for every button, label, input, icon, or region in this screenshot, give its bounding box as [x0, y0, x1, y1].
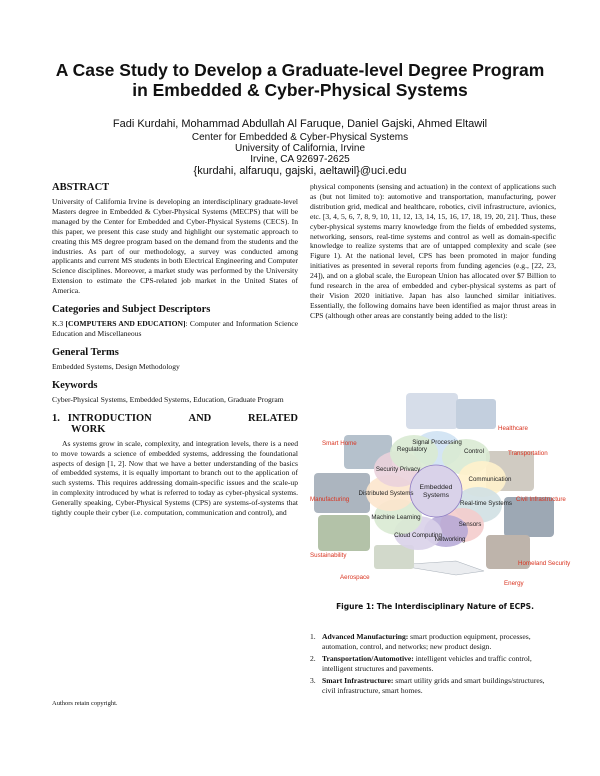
figure-caption: Figure 1: The Interdisciplinary Nature of ECPS. — [336, 602, 534, 611]
section-word-4: WORK — [71, 423, 106, 435]
outer-label: Sustainability — [310, 552, 347, 559]
photo-healthcare — [406, 393, 458, 429]
general-terms-heading: General Terms — [52, 346, 119, 358]
center-label-2: Systems — [422, 492, 450, 499]
categories-heading: Categories and Subject Descriptors — [52, 304, 211, 316]
section-word-3: RELATED — [248, 412, 298, 424]
list-text — [322, 676, 556, 696]
outer-label: Civil Infrastructure — [516, 496, 566, 503]
list-bold: Transportation/Automotive: — [322, 653, 414, 663]
photo-landscape — [374, 545, 414, 569]
section-word-1: INTRODUCTION — [67, 412, 152, 424]
right-body-text: physical components (sensing and actuation) in the context of applications such as (but not limited to): automotive and transportation, manufacturing, power distribution grid, medical and healthcare, robotics, civil infrastructure, avionics, etc. [3, 4, 5, 6, 7, 8, 9, 10, 11, 12, 13, 14, 15, 16, 17, 18, 19, 20, 21]. Thus, these cyber-physical systems marry knowledge from the fields of embedded systems, networking, sensors, real-time systems and control as well as domain-specific knowledge to realize systems that are of untapped complexity and scale (see Figure 1). At the national level, CPS has been promoted in major funding initiatives as presented in several reports from funding agencies (e.g., [22, 23, 24]), and on a global scale, the European Union has allocated over $7 Billion to fund research in the area of embedded and cyber-physical systems as part of their Vision 2020 initiative. Japan has also launched similar initiatives. Essentially, the following domains have been identified as major thrust areas in CPS (although other areas are constantly being added to the list): — [310, 182, 556, 320]
section-word-2: AND — [188, 412, 212, 424]
abstract-heading: ABSTRACT — [52, 182, 110, 193]
categories-code: K.3 — [52, 319, 64, 329]
petal-label: Communication — [468, 476, 512, 483]
copyright-note: Authors retain copyright. — [52, 700, 118, 707]
author-city: Irvine, CA 92697-2625 — [250, 154, 350, 165]
author-emails: {kurdahi, alfaruqu, gajski, aeltawil}@uci.edu — [193, 165, 407, 177]
right-column — [310, 182, 556, 329]
list-text — [322, 654, 556, 674]
author-block — [40, 118, 560, 178]
left-column — [52, 182, 298, 526]
author-affiliation: Center for Embedded & Cyber-Physical Systems — [191, 132, 409, 143]
list-bold: Advanced Manufacturing: — [322, 632, 409, 641]
general-terms-text: Embedded Systems, Design Methodology — [52, 361, 180, 371]
list-text — [322, 632, 556, 652]
categories-desc: : Computer and Information Science Education and Miscellaneous — [52, 319, 298, 338]
abstract-text: University of California Irvine is developing an interdisciplinary graduate-level Masters degree in Embedded & Cyber-Physical Systems (MECPS) that will be managed by the Center for Embedded and Cyber-Physical Systems (CECS). In this paper, we present this case study and highlight our systematic approach to creating this MS degree program based on the demand from the students and the industries. As part of our methodology, a survey was conducted among applicants and current MS students in both Electrical Engineering and Computer Science disciplines. Moreover, a market study was performed by the University Extension to estimate the CPS-related job market in the United States of America. — [52, 197, 298, 296]
categories-bold: [COMPUTERS AND EDUCATION] — [65, 319, 186, 329]
outer-label: Healthcare — [498, 425, 528, 432]
petal-label: Networking — [434, 536, 466, 543]
list-item — [310, 676, 556, 696]
petal-label: Regulatory — [397, 446, 427, 453]
title-line-2: in Embedded & Cyber-Physical Systems — [132, 80, 468, 100]
list-body: smart utility grids and smart buildings/structures, civil infrastructure, smart homes. — [322, 675, 545, 695]
petal-label: Machine Learning — [371, 514, 421, 521]
ecps-figure — [306, 385, 571, 597]
list-bold: Smart Infrastructure: — [322, 675, 394, 685]
keywords-text: Cyber-Physical Systems, Embedded Systems, Education, Graduate Program — [52, 394, 284, 404]
keywords-heading: Keywords — [52, 379, 98, 391]
list-item — [310, 632, 556, 652]
thrust-area-list — [310, 632, 556, 697]
intro-text: As systems grow in scale, complexity, and integration levels, there is a need to move towards a science of embedded systems, addressing the foundational aspects of design [1, 2]. Now that we have a better understanding of the basics of embedded systems, it is equally important to branch out to the application of such systems. This requires addressing domain-specific issues and the scale-up in complexity introduced by what is referred to today as cyber-physical systems. Generally speaking, Cyber-Physical Systems (CPS) are systems-of-systems that tightly couple their cyber (i.e. computation, communication and control), and — [52, 438, 298, 518]
petal-label: Security Privacy — [375, 466, 421, 473]
outer-label: Smart Home — [322, 440, 357, 447]
title-line-1: A Case Study to Develop a Graduate-level Degree Program — [55, 60, 545, 80]
petal-label: Signal Processing — [412, 439, 462, 446]
list-number: 1. — [310, 632, 316, 641]
petal-label: Control — [464, 448, 484, 455]
list-item — [310, 654, 556, 674]
outer-label: Manufacturing — [310, 496, 350, 503]
list-body: intelligent vehicles and traffic control, intelligent structures and pavements. — [322, 653, 532, 673]
paper-title — [40, 60, 560, 100]
list-number: 3. — [310, 675, 316, 685]
photo-sustainability — [318, 515, 370, 551]
petal-label: Sensors — [458, 521, 482, 528]
photo-medical — [456, 399, 496, 429]
outer-label: Homeland Security — [518, 560, 571, 567]
section-1-heading — [52, 413, 298, 424]
section-number: 1. — [52, 412, 60, 424]
outer-label: Transportation — [508, 450, 548, 457]
categories-text — [52, 319, 298, 339]
outer-label: Aerospace — [340, 574, 370, 581]
petal-label: Distributed Systems — [358, 490, 414, 497]
list-body: smart production equipment, processes, automation, control, and networks; new product design. — [322, 632, 531, 651]
list-number: 2. — [310, 653, 316, 663]
petal-label: Real-time Systems — [460, 500, 512, 507]
center-label-1: Embedded — [419, 484, 453, 491]
author-names: Fadi Kurdahi, Mohammad Abdullah Al Faruque, Daniel Gajski, Ahmed Eltawil — [112, 118, 488, 130]
outer-label: Energy — [504, 580, 524, 587]
petal-label: Cloud Computing — [394, 532, 442, 539]
author-university: University of California, Irvine — [234, 143, 366, 154]
